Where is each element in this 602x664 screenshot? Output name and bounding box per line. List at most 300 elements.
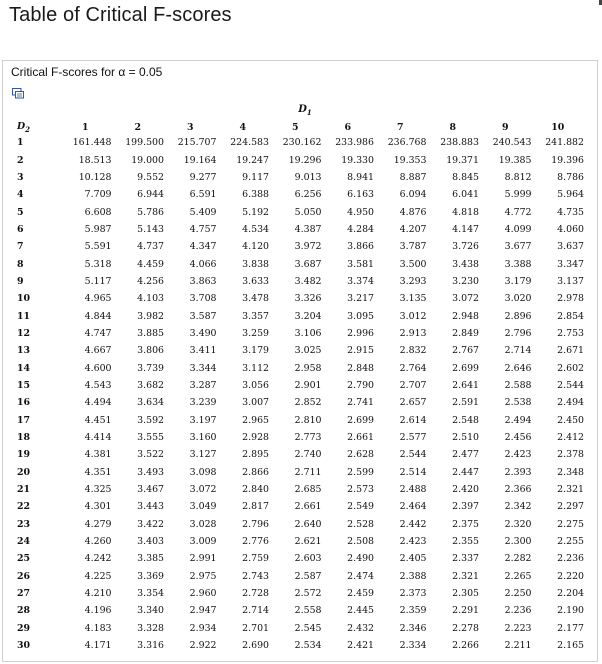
- row-header-df: 3: [17, 171, 24, 183]
- f-value-cell: 2.442: [399, 518, 427, 530]
- f-value-cell: 3.316: [137, 640, 164, 652]
- row-header-df: 17: [17, 414, 31, 426]
- critical-f-table: [17, 121, 584, 654]
- f-value-cell: 4.543: [84, 379, 112, 391]
- row-header-df: 6: [17, 223, 24, 235]
- f-value-cell: 238.883: [440, 137, 479, 149]
- f-value-cell: 2.514: [399, 466, 427, 478]
- numerator-df-label: $D_1$: [298, 104, 312, 117]
- f-value-cell: 2.342: [504, 501, 532, 513]
- f-value-cell: 2.494: [504, 414, 532, 426]
- table-row: [17, 169, 584, 186]
- f-value-cell: 6.944: [137, 189, 164, 201]
- f-value-cell: 3.708: [189, 293, 217, 305]
- f-value-cell: 2.432: [347, 622, 374, 634]
- row-header-df: 15: [17, 379, 31, 391]
- row-header-df: 20: [17, 466, 31, 478]
- f-value-cell: 2.236: [504, 605, 532, 617]
- f-value-cell: 3.637: [557, 241, 584, 253]
- f-value-cell: 5.964: [557, 189, 584, 201]
- f-value-cell: 2.275: [557, 518, 584, 530]
- f-value-cell: 2.852: [294, 397, 322, 409]
- f-value-cell: 4.210: [84, 588, 112, 600]
- f-value-cell: 4.279: [84, 518, 112, 530]
- f-value-cell: 3.587: [189, 310, 217, 322]
- f-value-cell: 2.412: [557, 432, 584, 444]
- f-value-cell: 3.328: [137, 622, 164, 634]
- f-value-cell: 8.786: [557, 171, 584, 183]
- f-value-cell: 3.581: [347, 258, 374, 270]
- f-value-cell: 3.340: [137, 605, 164, 617]
- f-value-cell: 2.558: [294, 605, 322, 617]
- f-value-cell: 3.682: [137, 379, 164, 391]
- f-value-cell: 3.095: [347, 310, 374, 322]
- f-value-cell: 2.375: [452, 518, 479, 530]
- f-value-cell: 230.162: [282, 137, 322, 149]
- f-value-cell: 2.450: [557, 414, 584, 426]
- row-header-df: 27: [17, 588, 31, 600]
- f-value-cell: 2.278: [452, 622, 479, 634]
- f-value-cell: 2.447: [452, 466, 479, 478]
- f-value-cell: 4.066: [189, 258, 217, 270]
- f-value-cell: 3.438: [452, 258, 479, 270]
- f-value-cell: 4.818: [452, 206, 479, 218]
- column-header: 6: [344, 122, 352, 133]
- f-value-cell: 3.293: [399, 275, 427, 287]
- f-value-cell: 19.353: [393, 154, 427, 166]
- f-value-cell: 2.577: [399, 432, 427, 444]
- f-value-cell: 2.741: [347, 397, 374, 409]
- f-value-cell: 2.866: [242, 466, 269, 478]
- f-value-cell: 3.885: [137, 327, 164, 339]
- f-value-cell: 2.510: [452, 432, 479, 444]
- f-value-cell: 19.330: [341, 154, 374, 166]
- f-value-cell: 3.982: [137, 310, 164, 322]
- f-value-cell: 2.321: [452, 570, 479, 582]
- f-value-cell: 3.028: [189, 518, 217, 530]
- column-header: 7: [396, 122, 404, 133]
- column-header: 5: [291, 122, 299, 133]
- f-value-cell: 2.646: [504, 362, 532, 374]
- f-value-cell: 3.357: [242, 310, 269, 322]
- f-value-cell: 3.482: [294, 275, 322, 287]
- f-value-cell: 2.544: [557, 379, 584, 391]
- table-row: [17, 637, 584, 654]
- f-value-cell: 2.840: [242, 484, 269, 496]
- f-value-cell: 2.975: [189, 570, 217, 582]
- column-header: 9: [501, 122, 509, 133]
- f-value-cell: 2.393: [504, 466, 532, 478]
- f-value-cell: 2.628: [347, 449, 374, 461]
- column-header-row: [17, 121, 584, 134]
- f-value-cell: 2.728: [242, 588, 269, 600]
- row-header-df: 8: [17, 258, 24, 270]
- f-value-cell: 3.374: [347, 275, 374, 287]
- f-value-cell: 2.699: [452, 362, 479, 374]
- f-value-cell: 19.396: [551, 154, 584, 166]
- table-row: [17, 325, 584, 342]
- f-value-cell: 2.587: [294, 570, 322, 582]
- f-value-cell: 2.960: [189, 588, 217, 600]
- f-value-cell: 6.388: [242, 189, 269, 201]
- column-header: 8: [449, 122, 457, 133]
- f-value-cell: 2.544: [399, 449, 427, 461]
- f-value-cell: 2.421: [347, 640, 374, 652]
- row-header-df: 13: [17, 345, 31, 357]
- f-value-cell: 2.459: [347, 588, 374, 600]
- row-header-df: 5: [17, 206, 24, 218]
- f-value-cell: 3.106: [294, 327, 322, 339]
- column-header: 1: [81, 122, 89, 133]
- f-value-cell: 2.456: [504, 432, 532, 444]
- table-row: [17, 394, 584, 411]
- f-value-cell: 2.220: [557, 570, 584, 582]
- f-value-cell: 4.099: [504, 223, 532, 235]
- f-value-cell: 199.500: [125, 137, 164, 149]
- f-value-cell: 2.300: [504, 536, 532, 548]
- f-value-cell: 6.094: [399, 189, 427, 201]
- f-value-cell: 2.701: [242, 622, 269, 634]
- f-value-cell: 2.707: [399, 379, 427, 391]
- f-value-cell: 2.573: [347, 484, 374, 496]
- f-value-cell: 2.423: [504, 449, 532, 461]
- table-row: [17, 151, 584, 168]
- f-value-cell: 2.477: [452, 449, 479, 461]
- f-value-cell: 2.671: [557, 345, 584, 357]
- f-value-cell: 3.137: [557, 275, 584, 287]
- f-value-cell: 241.882: [545, 137, 584, 149]
- f-value-cell: 4.876: [399, 206, 427, 218]
- f-value-cell: 4.600: [84, 362, 112, 374]
- table-row: [17, 134, 584, 151]
- f-value-cell: 19.385: [498, 154, 532, 166]
- table-row: [17, 516, 584, 533]
- f-value-cell: 18.513: [78, 154, 112, 166]
- f-value-cell: 4.103: [137, 293, 164, 305]
- f-value-cell: 2.714: [242, 605, 269, 617]
- f-value-cell: 3.739: [137, 362, 164, 374]
- f-value-cell: 2.773: [294, 432, 322, 444]
- f-value-cell: 4.120: [242, 241, 269, 253]
- copy-icon[interactable]: [12, 88, 24, 99]
- f-value-cell: 3.972: [294, 241, 322, 253]
- f-value-cell: 2.321: [557, 484, 584, 496]
- f-value-cell: 2.690: [242, 640, 269, 652]
- table-row: [17, 186, 584, 203]
- f-value-cell: 2.366: [504, 484, 532, 496]
- f-value-cell: 3.555: [137, 432, 164, 444]
- f-value-cell: 215.707: [177, 137, 217, 149]
- f-value-cell: 2.759: [242, 553, 269, 565]
- f-value-cell: 2.464: [399, 501, 427, 513]
- f-value-cell: 4.737: [137, 241, 164, 253]
- f-value-cell: 5.192: [242, 206, 269, 218]
- f-value-cell: 2.348: [557, 466, 584, 478]
- f-value-cell: 6.041: [452, 189, 479, 201]
- f-value-cell: 3.217: [347, 293, 374, 305]
- f-value-cell: 5.987: [84, 223, 112, 235]
- f-value-cell: 3.239: [189, 397, 217, 409]
- f-value-cell: 4.171: [84, 640, 112, 652]
- f-value-cell: 4.242: [84, 553, 112, 565]
- f-value-cell: 2.291: [452, 605, 479, 617]
- f-value-cell: 3.490: [189, 327, 217, 339]
- f-value-cell: 5.591: [84, 241, 112, 253]
- f-value-cell: 3.012: [399, 310, 427, 322]
- f-value-cell: 2.373: [399, 588, 427, 600]
- f-value-cell: 4.196: [84, 605, 112, 617]
- f-value-cell: 2.958: [294, 362, 322, 374]
- f-value-cell: 2.934: [189, 622, 217, 634]
- f-value-cell: 4.301: [84, 501, 112, 513]
- f-value-cell: 2.255: [557, 536, 584, 548]
- f-value-cell: 3.838: [242, 258, 269, 270]
- f-value-cell: 4.325: [84, 484, 112, 496]
- f-value-cell: 4.351: [84, 466, 112, 478]
- f-value-cell: 3.369: [137, 570, 164, 582]
- column-header: 3: [186, 122, 194, 133]
- f-value-cell: 3.411: [189, 345, 217, 357]
- row-header-df: 21: [17, 484, 31, 496]
- f-value-cell: 3.388: [504, 258, 532, 270]
- f-value-cell: 2.796: [504, 327, 532, 339]
- f-value-cell: 6.591: [189, 189, 217, 201]
- f-value-cell: 2.534: [294, 640, 322, 652]
- table-row: [17, 238, 584, 255]
- table-row: [17, 290, 584, 307]
- f-value-cell: 4.387: [294, 223, 322, 235]
- f-value-cell: 2.488: [399, 484, 427, 496]
- f-value-cell: 2.767: [452, 345, 479, 357]
- panel-caption: Critical F-scores for α = 0.05: [11, 65, 163, 79]
- f-value-cell: 2.776: [242, 536, 269, 548]
- table-row: [17, 203, 584, 220]
- row-header-df: 16: [17, 397, 31, 409]
- f-value-cell: 3.422: [137, 518, 164, 530]
- f-value-cell: 5.117: [84, 275, 112, 287]
- f-value-cell: 2.538: [504, 397, 532, 409]
- f-value-cell: 3.197: [189, 414, 217, 426]
- f-value-cell: 3.112: [242, 362, 269, 374]
- f-value-cell: 3.443: [137, 501, 164, 513]
- f-value-cell: 3.787: [399, 241, 427, 253]
- f-value-cell: 4.225: [84, 570, 112, 582]
- f-value-cell: 5.786: [137, 206, 164, 218]
- f-value-cell: 2.548: [452, 414, 479, 426]
- f-value-cell: 8.941: [347, 171, 374, 183]
- f-value-cell: 2.320: [504, 518, 532, 530]
- table-body: [17, 134, 584, 654]
- f-value-cell: 2.991: [189, 553, 217, 565]
- f-value-cell: 2.190: [557, 605, 584, 617]
- f-value-cell: 3.326: [294, 293, 322, 305]
- f-value-cell: 4.347: [189, 241, 217, 253]
- f-value-cell: 2.250: [504, 588, 532, 600]
- column-header: 10: [551, 122, 565, 133]
- f-value-cell: 4.183: [84, 622, 112, 634]
- table-row: [17, 255, 584, 272]
- column-header: 4: [239, 122, 247, 133]
- row-header-df: 14: [17, 362, 31, 374]
- f-value-cell: 9.552: [137, 171, 164, 183]
- f-value-cell: 3.634: [137, 397, 164, 409]
- f-value-cell: 2.494: [557, 397, 584, 409]
- f-value-cell: 161.448: [72, 137, 112, 149]
- column-header: 2: [134, 122, 142, 133]
- f-value-cell: 233.986: [335, 137, 374, 149]
- f-value-cell: 2.948: [452, 310, 479, 322]
- table-row: [17, 585, 584, 602]
- f-value-cell: 2.849: [452, 327, 479, 339]
- row-header-df: 28: [17, 605, 31, 617]
- f-value-cell: 3.179: [242, 345, 269, 357]
- f-value-cell: 2.420: [452, 484, 479, 496]
- row-header-df: 24: [17, 536, 31, 548]
- f-value-cell: 19.296: [288, 154, 322, 166]
- f-value-cell: 4.772: [504, 206, 532, 218]
- row-header-df: 10: [17, 293, 31, 305]
- f-value-cell: 2.753: [557, 327, 584, 339]
- f-value-cell: 7.709: [84, 189, 112, 201]
- page-title: Table of Critical F-scores: [9, 4, 232, 26]
- row-header-df: 12: [17, 327, 31, 339]
- table-row: [17, 359, 584, 376]
- row-header-df: 25: [17, 553, 31, 565]
- f-value-cell: 2.740: [294, 449, 322, 461]
- f-value-cell: 2.334: [399, 640, 427, 652]
- table-row: [17, 273, 584, 290]
- f-value-cell: 3.633: [242, 275, 269, 287]
- f-value-cell: 2.832: [399, 345, 427, 357]
- f-value-cell: 3.287: [189, 379, 217, 391]
- f-value-cell: 2.236: [557, 553, 584, 565]
- f-value-cell: 2.177: [557, 622, 584, 634]
- f-value-cell: 4.284: [347, 223, 374, 235]
- table-row: [17, 429, 584, 446]
- f-table-panel: [2, 60, 598, 662]
- f-value-cell: 3.500: [399, 258, 427, 270]
- f-value-cell: 4.735: [557, 206, 584, 218]
- f-value-cell: 2.685: [294, 484, 322, 496]
- f-value-cell: 3.049: [189, 501, 217, 513]
- f-value-cell: 2.996: [347, 327, 374, 339]
- row-header-df: 1: [17, 137, 24, 149]
- f-value-cell: 2.337: [452, 553, 479, 565]
- f-value-cell: 2.714: [504, 345, 532, 357]
- row-header-df: 29: [17, 622, 31, 634]
- f-value-cell: 4.747: [84, 327, 112, 339]
- f-value-cell: 2.474: [347, 570, 374, 582]
- f-value-cell: 2.223: [504, 622, 532, 634]
- row-header-df: 4: [17, 189, 24, 201]
- f-value-cell: 3.687: [294, 258, 322, 270]
- f-value-cell: 4.260: [84, 536, 112, 548]
- f-value-cell: 3.127: [189, 449, 217, 461]
- f-value-cell: 5.318: [84, 258, 112, 270]
- f-value-cell: 3.072: [189, 484, 217, 496]
- f-value-cell: 2.346: [399, 622, 427, 634]
- f-value-cell: 2.405: [399, 553, 427, 565]
- f-value-cell: 2.848: [347, 362, 374, 374]
- f-value-cell: 8.887: [399, 171, 427, 183]
- f-value-cell: 240.543: [492, 137, 532, 149]
- f-value-cell: 3.160: [189, 432, 217, 444]
- table-row: [17, 221, 584, 238]
- f-value-cell: 2.764: [399, 362, 427, 374]
- f-value-cell: 2.297: [557, 501, 584, 513]
- f-value-cell: 4.667: [84, 345, 112, 357]
- f-value-cell: 3.592: [137, 414, 164, 426]
- f-value-cell: 2.915: [347, 345, 374, 357]
- table-row: [17, 446, 584, 463]
- table-row: [17, 620, 584, 637]
- row-header-df: 26: [17, 570, 31, 582]
- f-value-cell: 2.355: [452, 536, 479, 548]
- f-value-cell: 2.790: [347, 379, 374, 391]
- f-value-cell: 3.135: [399, 293, 427, 305]
- row-header-df: 19: [17, 449, 31, 461]
- table-row: [17, 568, 584, 585]
- f-value-cell: 8.845: [452, 171, 479, 183]
- f-value-cell: 2.165: [557, 640, 584, 652]
- f-value-cell: 3.179: [504, 275, 532, 287]
- f-value-cell: 4.256: [137, 275, 164, 287]
- table-row: [17, 550, 584, 567]
- f-value-cell: 4.534: [242, 223, 269, 235]
- f-value-cell: 4.494: [84, 397, 112, 409]
- table-row: [17, 412, 584, 429]
- f-value-cell: 2.603: [294, 553, 322, 565]
- f-value-cell: 19.371: [446, 154, 479, 166]
- table-row: [17, 307, 584, 324]
- f-value-cell: 2.641: [452, 379, 479, 391]
- f-value-cell: 2.640: [294, 518, 322, 530]
- f-value-cell: 3.354: [137, 588, 164, 600]
- f-value-cell: 3.072: [452, 293, 479, 305]
- row-header-df: 18: [17, 432, 31, 444]
- f-value-cell: 3.025: [294, 345, 322, 357]
- f-value-cell: 2.901: [294, 379, 322, 391]
- f-value-cell: 5.409: [189, 206, 217, 218]
- f-value-cell: 3.098: [189, 466, 217, 478]
- f-value-cell: 2.599: [347, 466, 374, 478]
- f-value-cell: 3.866: [347, 241, 374, 253]
- f-value-cell: 4.844: [84, 310, 112, 322]
- row-header-df: 9: [17, 275, 24, 287]
- f-value-cell: 2.810: [294, 414, 322, 426]
- f-value-cell: 3.230: [452, 275, 479, 287]
- f-value-cell: 2.591: [452, 397, 479, 409]
- f-value-cell: 2.621: [294, 536, 322, 548]
- row-header-df: 2: [17, 154, 24, 166]
- f-value-cell: 5.143: [137, 223, 164, 235]
- f-value-cell: 2.282: [504, 553, 532, 565]
- f-value-cell: 5.999: [504, 189, 532, 201]
- f-value-cell: 2.614: [399, 414, 427, 426]
- f-value-cell: 2.266: [452, 640, 479, 652]
- f-value-cell: 3.478: [242, 293, 269, 305]
- f-value-cell: 3.347: [557, 258, 584, 270]
- f-value-cell: 2.572: [294, 588, 322, 600]
- f-value-cell: 3.677: [504, 241, 532, 253]
- f-value-cell: 2.913: [399, 327, 427, 339]
- f-value-cell: 236.768: [387, 137, 427, 149]
- f-value-cell: 4.965: [84, 293, 112, 305]
- f-value-cell: 3.020: [504, 293, 532, 305]
- f-value-cell: 2.588: [504, 379, 532, 391]
- f-value-cell: 3.259: [242, 327, 269, 339]
- denominator-df-label: $D_2$: [17, 121, 31, 134]
